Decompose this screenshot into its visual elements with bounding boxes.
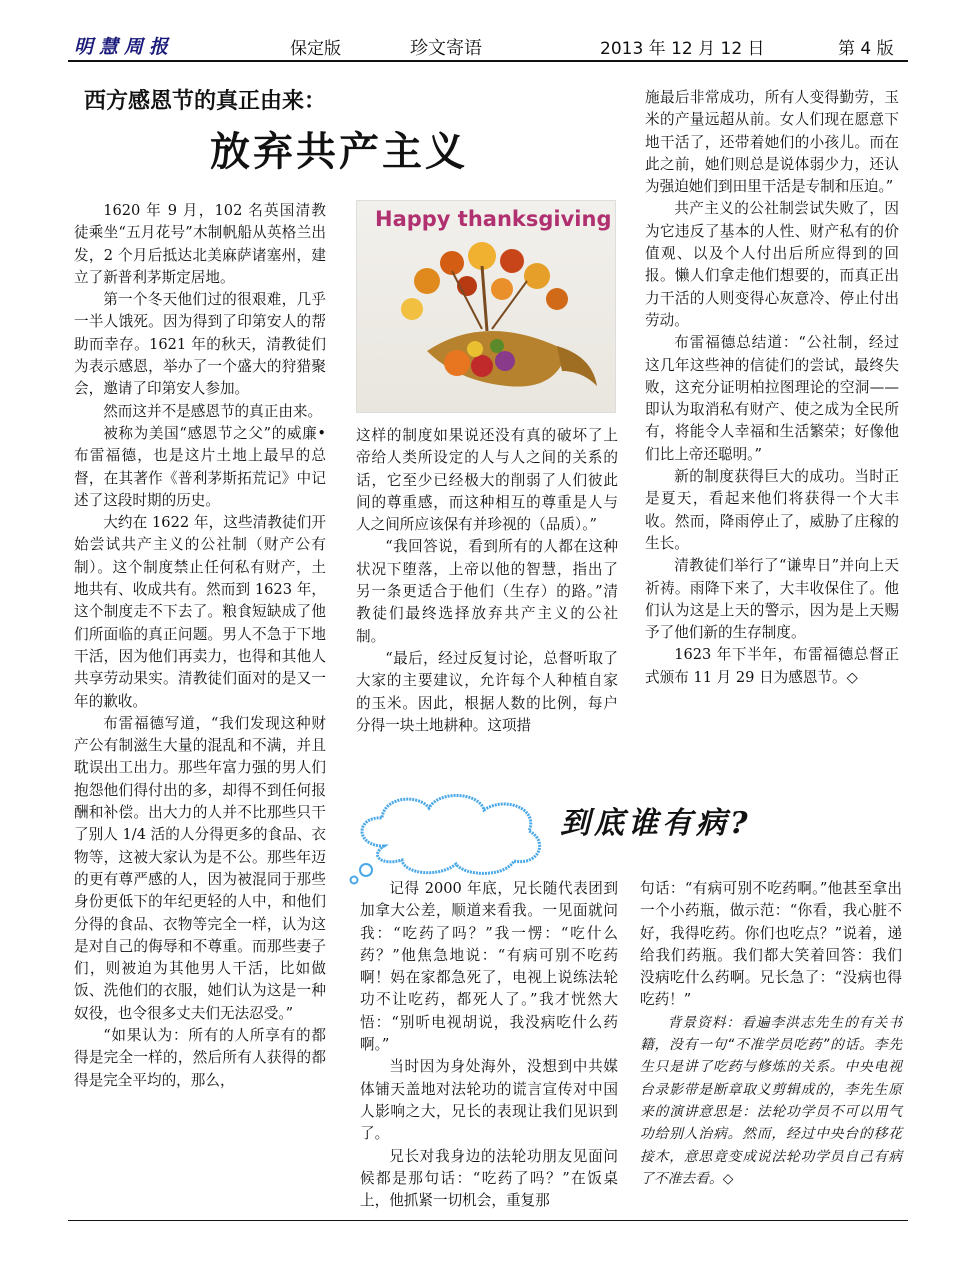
paragraph: 布雷福德总结道：“公社制，经过这几年这些神的信徒们的尝试，最终失败，这充分证明柏拉图理论的空洞——即认为取消私有财产、使之成为全民所有，将能令人幸福和生活繁荣；好像他们比上帝还聪明。” [645, 334, 899, 463]
page-header [68, 32, 908, 60]
section-label: 珍文寄语 [410, 38, 482, 59]
thought-cloud-icon [344, 786, 552, 886]
paragraph: 这样的制度如果说还没有真的破坏了上帝给人类所设定的人与人之间的关系的话，它至少已经极大的削弱了人们彼此间的尊重感，而这种相互的尊重是人与人之间所应该保有并珍视的（品质）。” [356, 427, 618, 534]
paragraph: 1623 年下半年，布雷福德总督正式颁布 11 月 29 日为感恩节。◇ [645, 646, 899, 686]
paragraph: 大约在 1622 年，这些清教徒们开始尝试共产主义的公社制（财产公有制）。这个制度禁止任何私有财产，土地共有、收成共有。然而到 1623 年，这个制度走不下去了。粮食短缺成了他们所面临的真正问题。男人不急于下地干活，因为他们再卖力，也得和其他人共享劳动果实。清教徒们面对的是又一年的歉收。 [74, 514, 326, 710]
masthead-brand: 明慧周报 [74, 36, 175, 58]
image-caption-text: Happy thanksgiving [375, 207, 612, 231]
cornucopia-icon [427, 331, 597, 387]
article-kicker: 西方感恩节的真正由来： [84, 89, 327, 114]
background-note: 背景资料：看遍李洪志先生的有关书籍，没有一句“不准学员吃药”的话。李先生只是讲了吃药与修炼的关系。中央电视台录影带是断章取义剪辑成的，李先生原来的演讲意思是：法轮功学员不可以用气功给别人治病。然而，经过中央台的移花接木，意思竟变成说法轮功学员自己有病了不准去看。◇ [640, 1014, 902, 1187]
paragraph: 清教徒们举行了“谦卑日”并向上天祈祷。雨降下来了，大丰收保住了。他们认为这是上天的警示，因为是上天赐予了他们新的生存制度。 [645, 557, 899, 642]
article2-column-1 [360, 878, 618, 1212]
paragraph: 兄长对我身边的法轮功朋友见面问候都是那句话：“吃药了吗？”在饭桌上，他抓紧一切机会，重复那 [360, 1147, 618, 1210]
edition-label: 保定版 [290, 39, 341, 59]
paragraph: 被称为美国“感恩节之父”的威廉•布雷福德，也是这片土地上最早的总督，在其著作《普利茅斯拓荒记》中记述了这段时期的历史。 [74, 424, 326, 509]
paragraph: 施最后非常成功，所有人变得勤劳，玉米的产量远超从前。女人们现在愿意下地干活了，还带着她们的小孩儿。而在此之前，她们则总是说体弱少力，还认为强迫她们到田里干活是专制和压迫。” [645, 89, 899, 196]
paragraph: 当时因为身处海外，没想到中共媒体铺天盖地对法轮功的谎言宣传对中国人影响之大，兄长的表现让我们见识到了。 [360, 1058, 618, 1143]
paragraph: 然而这并不是感恩节的真正由来。 [103, 402, 323, 420]
paragraph: 共产主义的公社制尝试失败了，因为它违反了基本的人性、财产私有的价值观、以及个人付出后所应得到的回报。懒人们拿走他们想要的，而真正出力干活的人则变得心灰意冷、停止付出劳动。 [645, 200, 899, 329]
article1-column-2 [356, 425, 618, 737]
page-number: 第 4 版 [838, 39, 894, 59]
footer-rule [68, 1220, 908, 1221]
paragraph: “我回答说，看到所有的人都在这种状况下堕落，上帝以他的智慧，指出了另一条更适合于他们（生存）的路。”清教徒们最终选择放弃共产主义的公社制。 [356, 538, 618, 645]
header-rule [68, 60, 908, 62]
paragraph: 句话：“有病可别不吃药啊。”他甚至拿出一个小药瓶，做示范：“你看，我心脏不好，我得吃药。你们也吃点？”说着，递给我们药瓶。我们都大笑着回答：我们没病吃什么药啊。兄长急了：“没病也得吃药！” [640, 880, 902, 1009]
paragraph: 1620 年 9 月，102 名英国清教徒乘坐“五月花号”木制帆船从英格兰出发，2 个月后抵达北美麻萨诸塞州，建立了新普利茅斯定居地。 [74, 202, 326, 286]
thanksgiving-image [356, 200, 616, 413]
paragraph: 记得 2000 年底，兄长随代表团到加拿大公差，顺道来看我。一见面就问我：“吃药了吗？”我一愣：“吃什么药？”他焦急地说：“有病可别不吃药啊！妈在家都急死了，电视上说练法轮功不让吃药，都死人了。”我才恍然大悟：“别听电视胡说，我没病吃什么药啊。” [360, 880, 618, 1054]
paragraph: “如果认为：所有的人所享有的都得是完全一样的，然后所有人获得的都得是完全平均的，那么， [74, 1026, 326, 1089]
paragraph: 新的制度获得巨大的成功。当时正是夏天，看起来他们将获得一个大丰收。然而，降雨停止了，威胁了庄稼的生长。 [645, 468, 899, 552]
article2-title: 到底谁有病? [560, 806, 752, 841]
article2-column-2 [640, 878, 902, 1190]
issue-date: 2013 年 12 月 12 日 [600, 39, 765, 59]
article1-column-1 [74, 200, 326, 1092]
paragraph: 第一个冬天他们过的很艰难，几乎一半人饿死。因为得到了印第安人的帮助而幸存。1621 年的秋天，清教徒们为表示感恩，举办了一个盛大的狩猎聚会，邀请了印第安人参加。 [74, 291, 326, 398]
article-title: 放弃共产主义 [210, 128, 468, 175]
article1-column-3 [645, 87, 899, 689]
cornucopia-illustration [357, 201, 615, 412]
paragraph: “最后，经过反复讨论，总督听取了大家的主要建议，允许每个人种植自家的玉米。因此，根据人数的比例，每户分得一块土地耕种。这项措 [356, 649, 618, 734]
autumn-leaves-icon [401, 242, 568, 331]
paragraph: 布雷福德写道，“我们发现这种财产公有制滋生大量的混乱和不满，并且耽误出工出力。那些年富力强的男人们抱怨他们得付出的多，却得不到任何报酬和补偿。出大力的人并不比那些只干了别人 1/4 活的人分得更多的食品、衣物等，这被大家认为是不公。那些年迈的更有尊严感的人，因为被混同于那些身份更低下的年纪更轻的人中，和他们分得的食品、衣物等完全一样，认为这是对自己的侮辱和不尊重。而那些妻子们，则被迫为其他男人干活，比如做饭、洗他们的衣服，她们认为这是一种奴役，也令很多丈夫们无法忍受。” [74, 714, 326, 1022]
